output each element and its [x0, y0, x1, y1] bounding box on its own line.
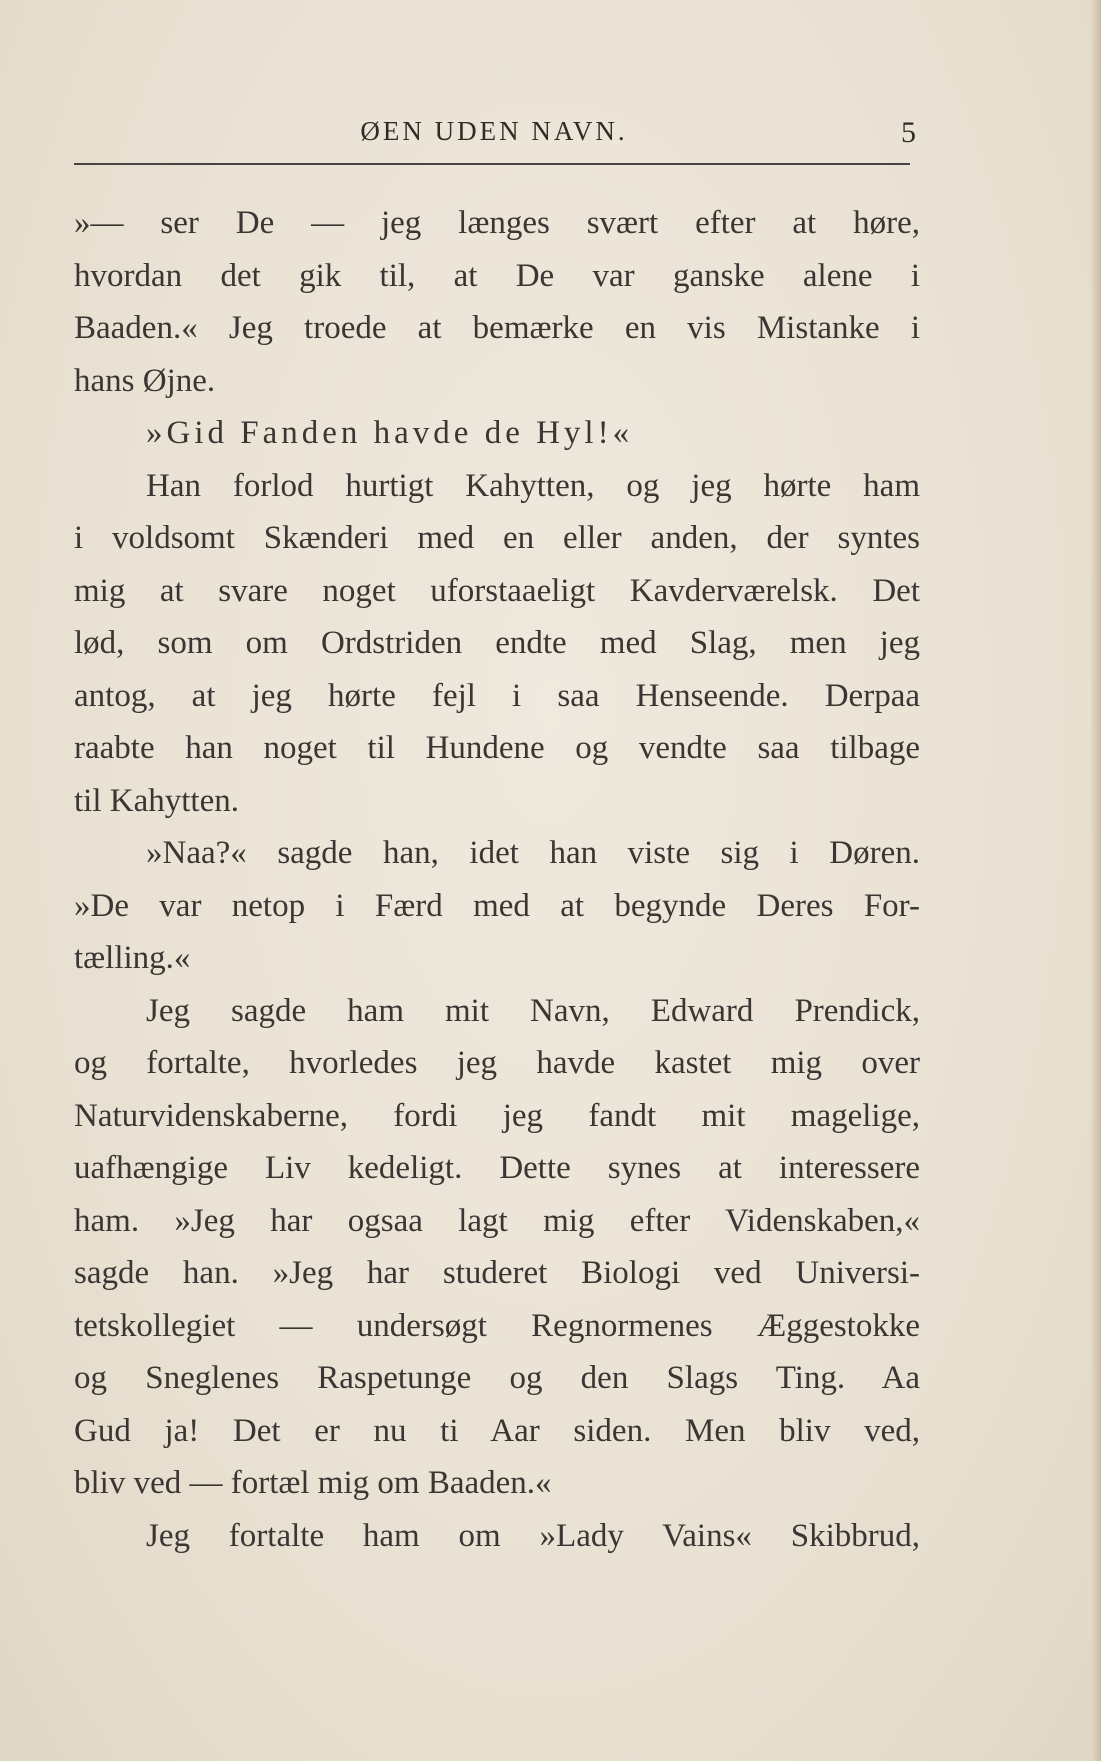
header-rule [74, 163, 910, 165]
text-line: »— ser De — jeg længes svært efter at høre, [74, 205, 920, 241]
text-line: uafhængige Liv kedeligt. Dette synes at interessere [74, 1150, 920, 1186]
page-number: 5 [901, 116, 916, 149]
text-line: Jeg sagde ham mit Navn, Edward Prendick, [146, 992, 920, 1029]
page-edge [1091, 0, 1101, 1761]
body-text [74, 197, 924, 1562]
text-line: Baaden.« Jeg troede at bemærke en vis Mistanke i [74, 310, 920, 346]
text-line: Naturvidenskaberne, fordi jeg fandt mit magelige, [74, 1097, 920, 1134]
text-line: og fortalte, hvorledes jeg havde kastet mig over [74, 1045, 920, 1081]
text-line: Jeg fortalte ham om »Lady Vains« Skibbrud, [146, 1517, 920, 1554]
text-line: antog, at jeg hørte fejl i saa Henseende. Derpaa [74, 677, 920, 714]
text-line: og Sneglenes Raspetunge og den Slags Ting. Aa [74, 1360, 920, 1396]
text-line: »Naa?« sagde han, idet han viste sig i Døren. [146, 835, 920, 871]
text-line: lød, som om Ordstriden endte med Slag, men jeg [74, 625, 920, 661]
text-line: tetskollegiet — undersøgt Regnormenes Æggestokke [74, 1307, 920, 1344]
text-line: tælling.« [74, 940, 191, 976]
text-line: i voldsomt Skænderi med en eller anden, der syntes [74, 520, 920, 556]
text-line: bliv ved — fortæl mig om Baaden.« [74, 1465, 552, 1501]
text-line: raabte han noget til Hundene og vendte saa tilbage [74, 730, 920, 766]
text-line: »Gid Fanden havde de Hyl!« [146, 415, 634, 451]
text-line: hans Øjne. [74, 362, 216, 399]
running-head [74, 112, 914, 152]
text-line: mig at svare noget uforstaaeligt Kavderværelsk. Det [74, 572, 920, 609]
running-title: ØEN UDEN NAVN. [360, 116, 628, 146]
text-line: Han forlod hurtigt Kahytten, og jeg hørte ham [146, 467, 920, 504]
text-line: sagde han. »Jeg har studeret Biologi ved Universi- [74, 1255, 920, 1291]
text-line: »De var netop i Færd med at begynde Deres For- [74, 887, 920, 924]
text-line: Gud ja! Det er nu ti Aar siden. Men bliv ved, [74, 1412, 920, 1449]
text-line: til Kahytten. [74, 782, 239, 819]
text-line: hvordan det gik til, at De var ganske alene i [74, 257, 920, 294]
text-line: ham. »Jeg har ogsaa lagt mig efter Videnskaben,« [74, 1202, 920, 1239]
